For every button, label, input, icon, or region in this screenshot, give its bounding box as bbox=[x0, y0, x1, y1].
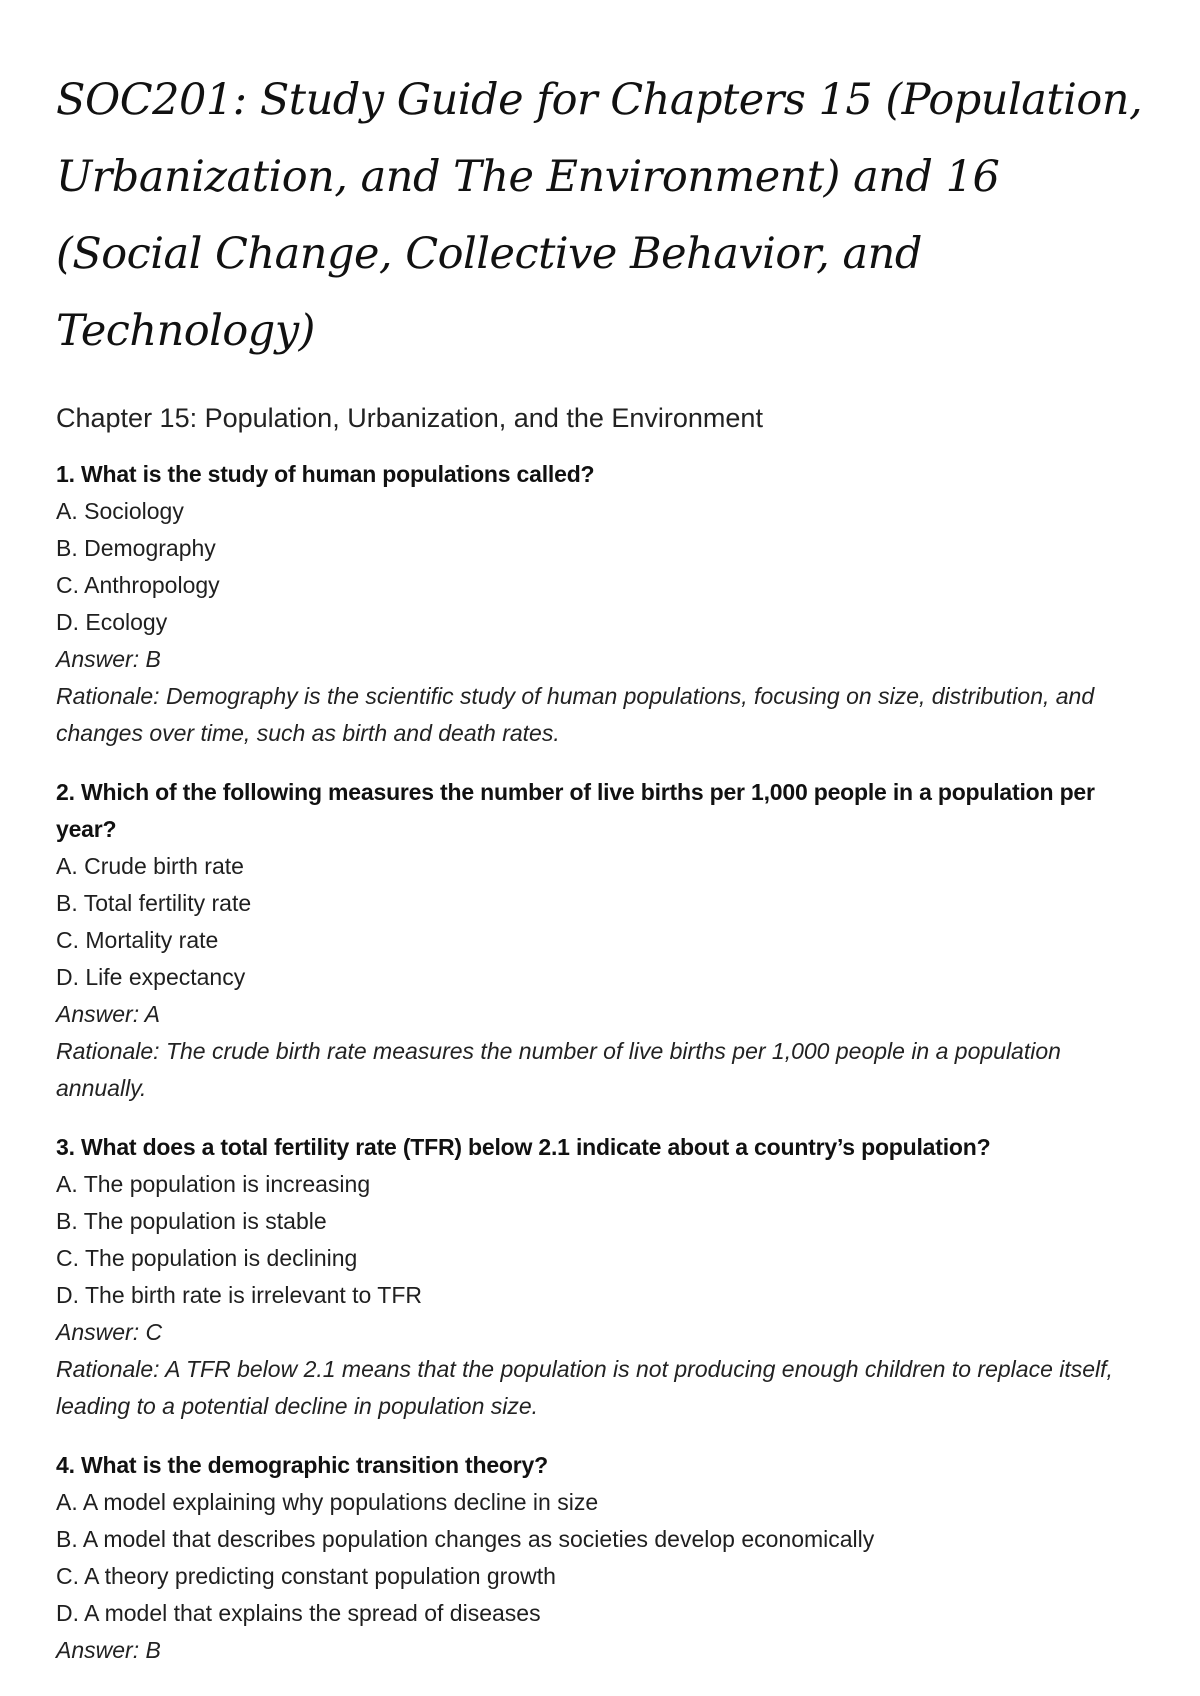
option-a: A. Crude birth rate bbox=[56, 853, 244, 879]
option-d: D. Ecology bbox=[56, 609, 168, 635]
option-c: C. A theory predicting constant population growth bbox=[56, 1563, 556, 1589]
option-d: D. Life expectancy bbox=[56, 964, 246, 990]
question-text: 4. What is the demographic transition theory? bbox=[56, 1452, 548, 1478]
question-2 bbox=[56, 774, 1146, 1107]
option-a: A. A model explaining why populations decline in size bbox=[56, 1489, 599, 1515]
answer: Answer: C bbox=[56, 1319, 163, 1345]
option-b: B. Total fertility rate bbox=[56, 890, 252, 916]
option-c: C. Anthropology bbox=[56, 572, 220, 598]
rationale: Rationale: A TFR below 2.1 means that the population is not producing enough children to replace itself, leading to a potential decline in population size. bbox=[56, 1356, 1113, 1419]
rationale: Rationale: Demography is the scientific study of human populations, focusing on size, distribution, and changes over time, such as birth and death rates. bbox=[56, 683, 1095, 746]
option-a: A. The population is increasing bbox=[56, 1171, 371, 1197]
answer: Answer: B bbox=[56, 646, 161, 672]
answer: Answer: A bbox=[56, 1001, 160, 1027]
option-b: B. A model that describes population changes as societies develop economically bbox=[56, 1526, 875, 1552]
document-title: SOC201: Study Guide for Chapters 15 (Population, Urbanization, and The Environment) and 16 (Social Change, Collective Behavior, and Technology) bbox=[56, 75, 1143, 356]
question-1 bbox=[56, 456, 1146, 752]
option-b: B. The population is stable bbox=[56, 1208, 327, 1234]
question-3 bbox=[56, 1129, 1146, 1425]
option-d: D. A model that explains the spread of diseases bbox=[56, 1600, 541, 1626]
question-text: 1. What is the study of human populations called? bbox=[56, 461, 595, 487]
option-b: B. Demography bbox=[56, 535, 216, 561]
option-c: C. Mortality rate bbox=[56, 927, 219, 953]
question-text: 3. What does a total fertility rate (TFR) below 2.1 indicate about a country’s population? bbox=[56, 1134, 991, 1160]
rationale: Rationale: The crude birth rate measures the number of live births per 1,000 people in a population annually. bbox=[56, 1038, 1061, 1101]
answer: Answer: B bbox=[56, 1637, 161, 1663]
option-c: C. The population is declining bbox=[56, 1245, 358, 1271]
option-d: D. The birth rate is irrelevant to TFR bbox=[56, 1282, 423, 1308]
document-page bbox=[56, 62, 1146, 1691]
chapter-heading: Chapter 15: Population, Urbanization, and the Environment bbox=[56, 403, 763, 433]
question-text: 2. Which of the following measures the number of live births per 1,000 people in a population per year? bbox=[56, 779, 1095, 842]
option-a: A. Sociology bbox=[56, 498, 184, 524]
question-4 bbox=[56, 1447, 1146, 1669]
